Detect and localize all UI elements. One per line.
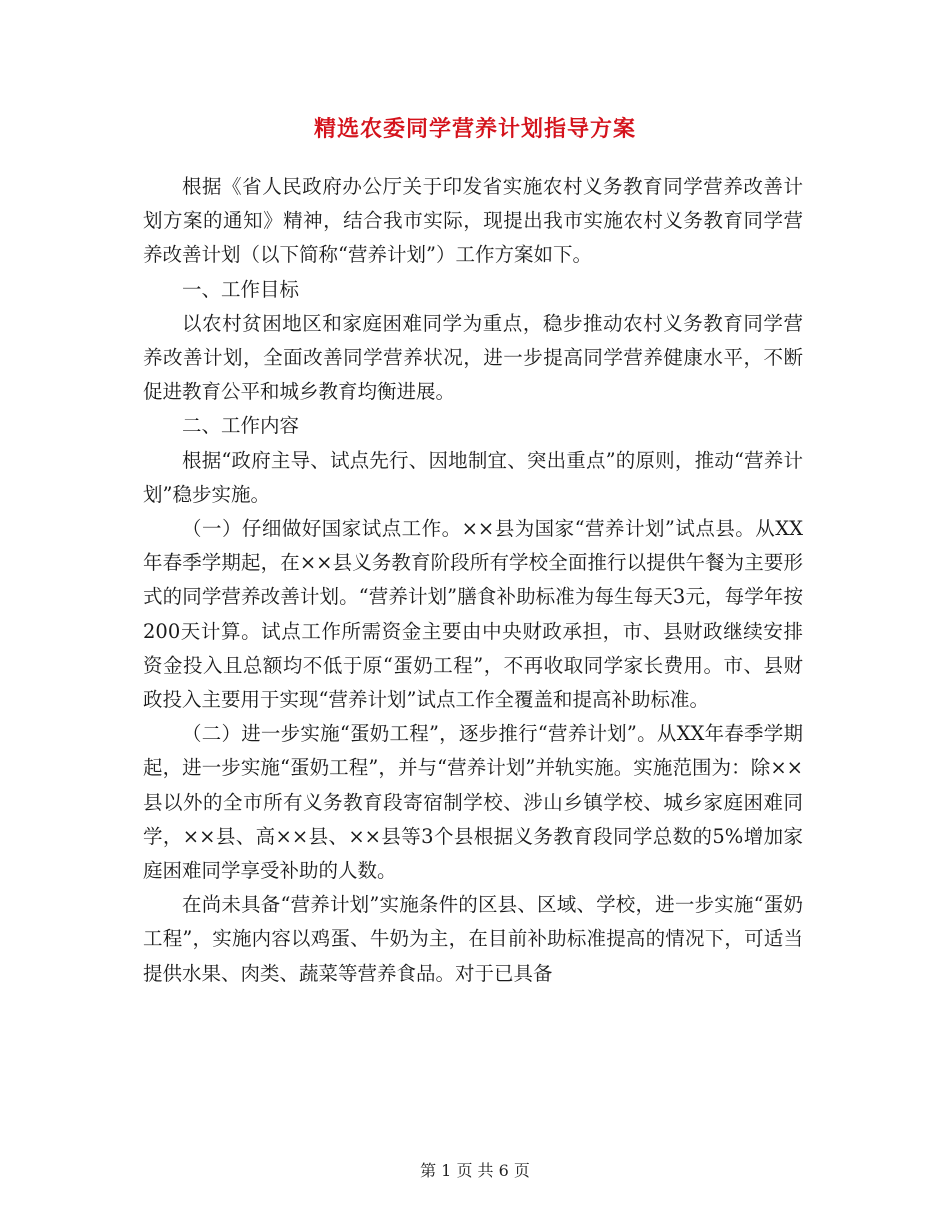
paragraph-principles: 根据“政府主导、试点先行、因地制宜、突出重点”的原则，推动“营养计划”稳步实施。 [143,448,803,506]
paragraph-egg-milk: （二）进一步实施“蛋奶工程”，逐步推行“营养计划”。从XX年春季学期起，进一步实施“蛋奶工程”，并与“营养计划”并轨实施。实施范围为：除××县以外的全市所有义务教育段寄宿制学校、涉山乡镇学校、城乡家庭困难同学，××县、高××县、××县等3个县根据义务教育段同学总数的5%增加家庭困难同学享受补助的人数。 [143,722,803,883]
section-heading-goals: 一、工作目标 [182,277,300,301]
document-title: 精选农委同学营养计划指导方案 [313,116,636,142]
document-body [143,170,803,991]
paragraph-goals: 以农村贫困地区和家庭困难同学为重点，稳步推动农村义务教育同学营养改善计划，全面改善同学营养状况，进一步提高同学营养健康水平，不断促进教育公平和城乡教育均衡进展。 [143,311,803,404]
paragraph-pilot: （一）仔细做好国家试点工作。××县为国家“营养计划”试点县。从XX年春季学期起，在××县义务教育阶段所有学校全面推行以提供午餐为主要形式的同学营养改善计划。“营养计划”膳食补助标准为每生每天3元，每学年按200天计算。试点工作所需资金主要由中央财政承担，市、县财政继续安排资金投入且总额均不低于原“蛋奶工程”，不再收取同学家长费用。市、县财政投入主要用于实现“营养计划”试点工作全覆盖和提高补助标准。 [143,517,803,712]
paragraph-not-ready: 在尚未具备“营养计划”实施条件的区县、区域、学校，进一步实施“蛋奶工程”，实施内容以鸡蛋、牛奶为主，在目前补助标准提高的情况下，可适当提供水果、肉类、蔬菜等营养食品。对于已具备 [143,893,803,985]
paragraph-intro: 根据《省人民政府办公厅关于印发省实施农村义务教育同学营养改善计划方案的通知》精神，结合我市实际，现提出我市实施农村义务教育同学营养改善计划（以下简称“营养计划”）工作方案如下。 [143,175,803,267]
section-heading-content: 二、工作内容 [182,414,300,438]
page-footer: 第 1 页 共 6 页 [420,1161,530,1180]
